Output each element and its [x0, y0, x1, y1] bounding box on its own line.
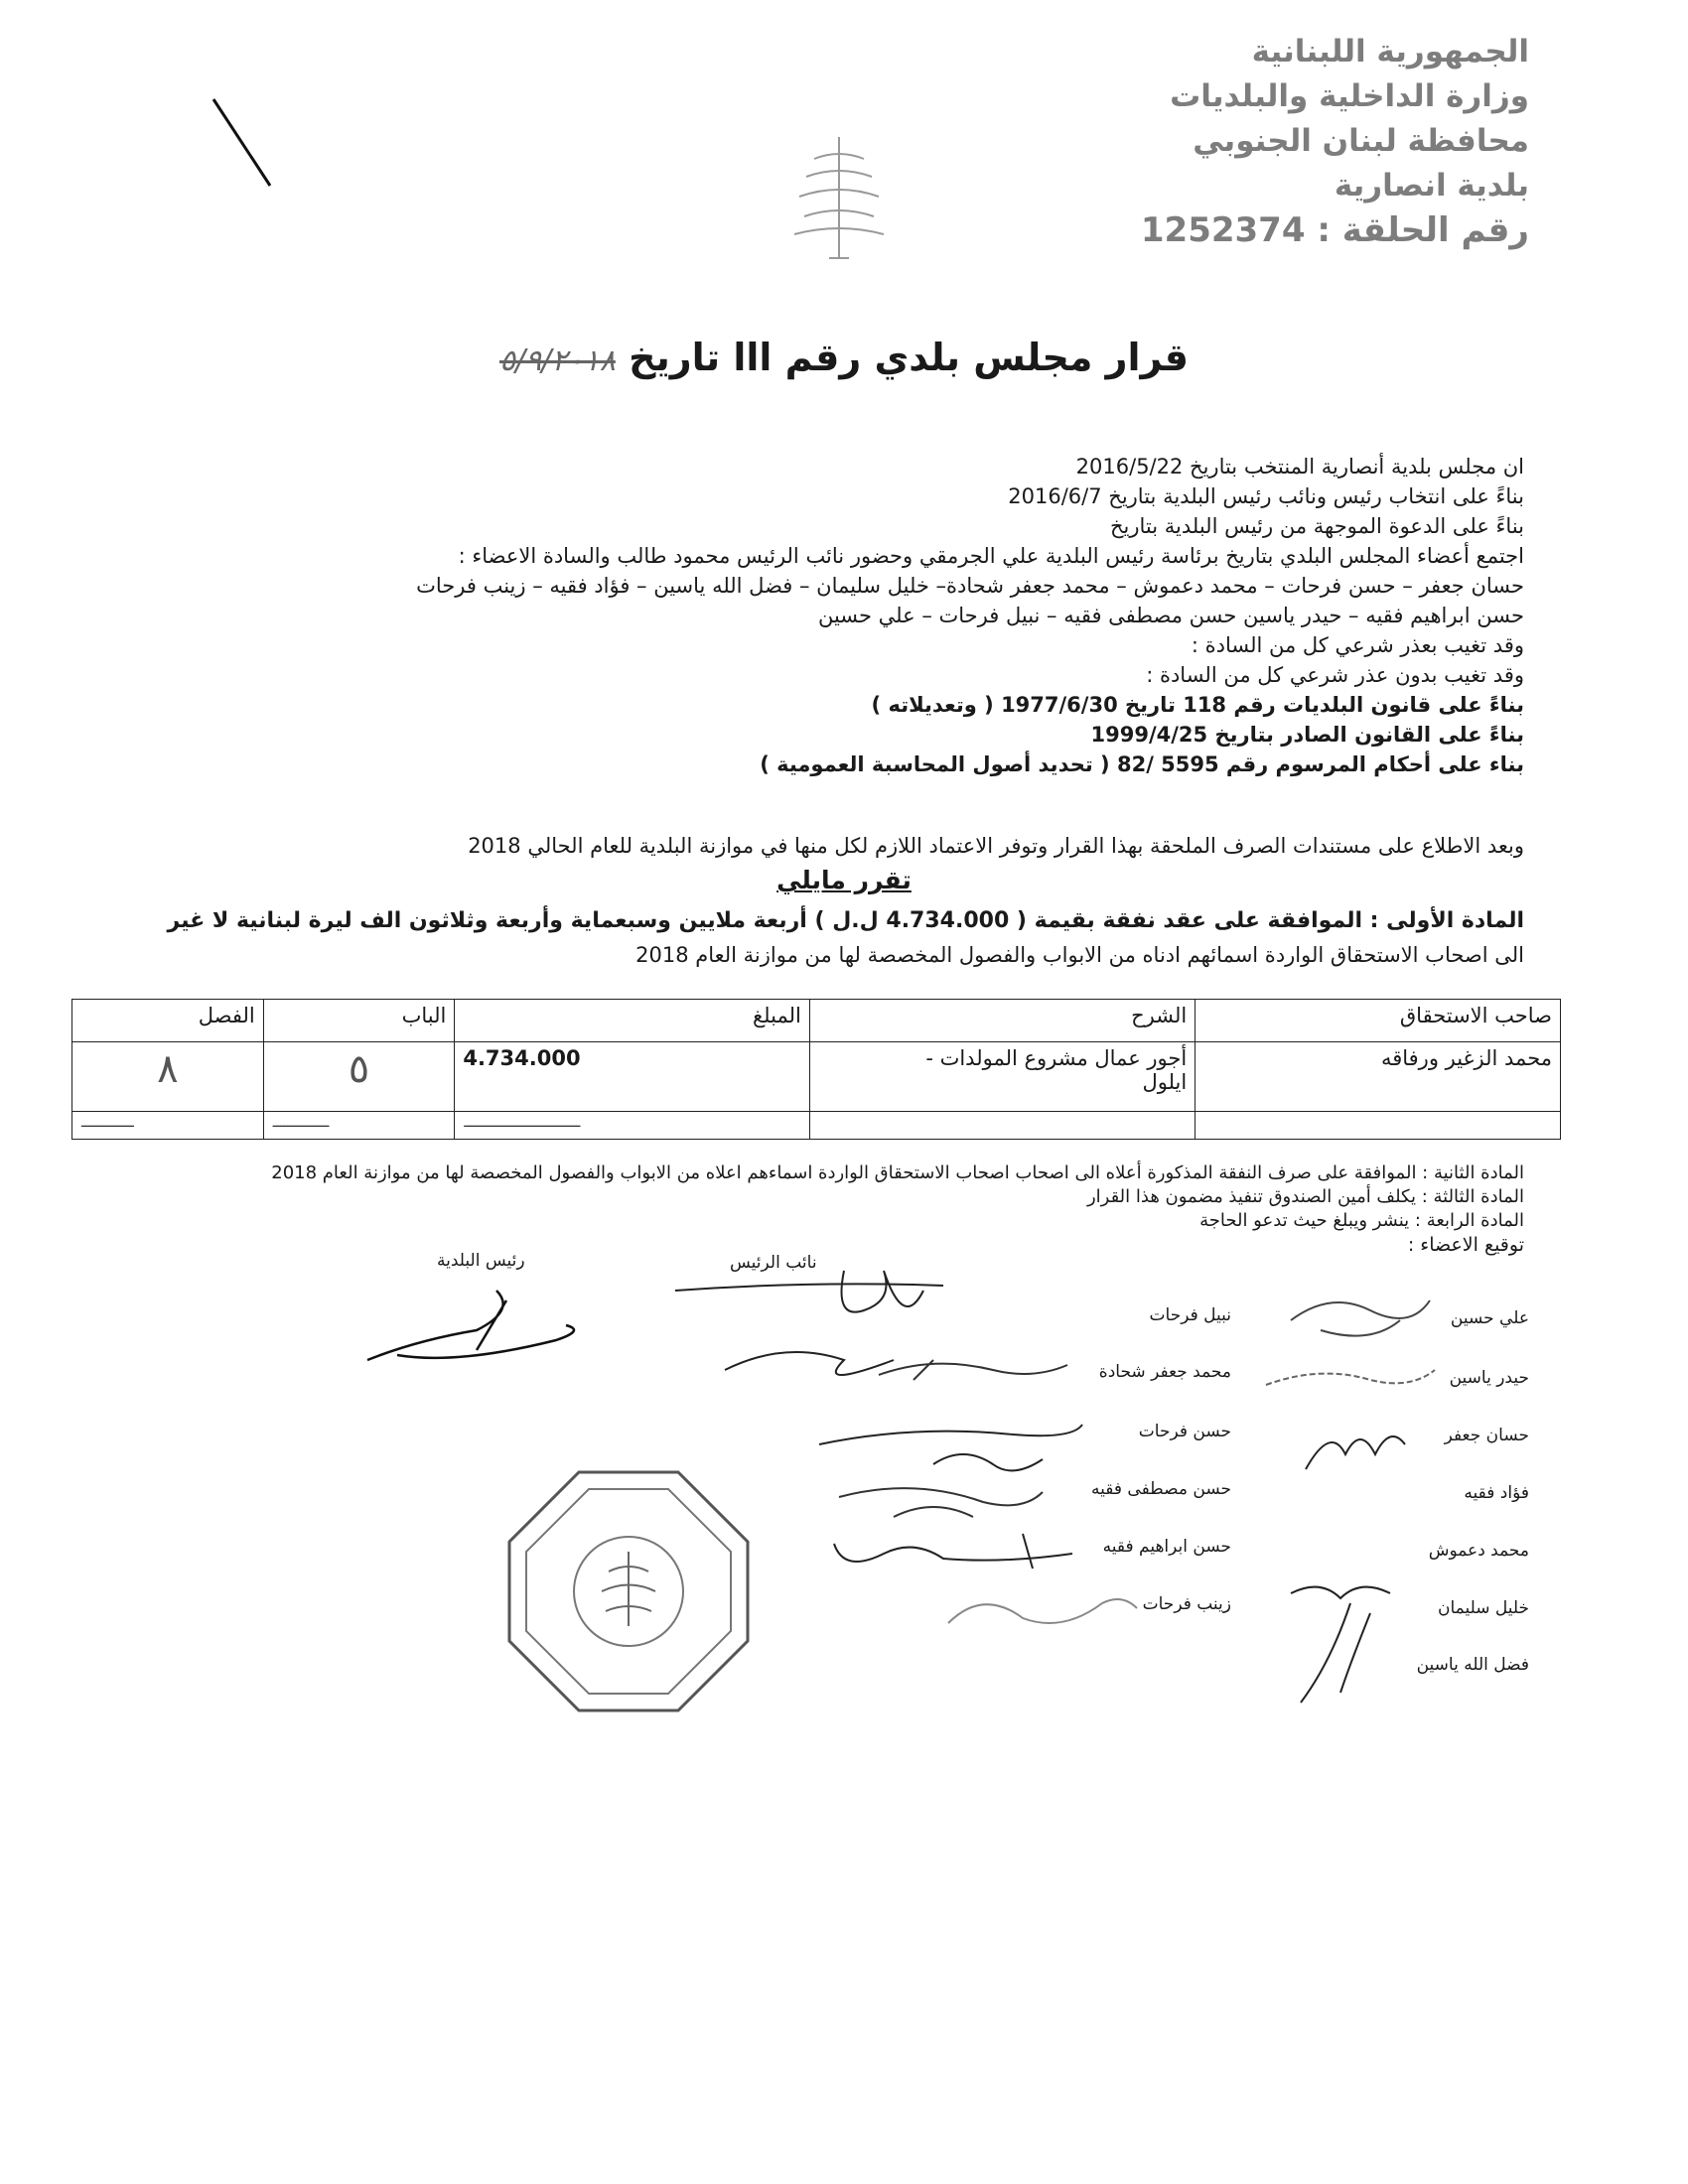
cell-beneficiary: محمد الزغير ورفاقه [1196, 1042, 1561, 1112]
member-name: حسن ابراهيم فقيه [1102, 1537, 1231, 1557]
member-signature [943, 1578, 1142, 1638]
member-signature [1281, 1281, 1440, 1350]
article-one-line1: المادة الأولى : الموافقة على عقد نفقة بقيمة ( 4.734.000 ل.ل ) أربعة ملايين وسبعماية وأربعة وثلاثون الف ليرة لبنانية لا غير [167, 908, 1524, 933]
member-name: حسن مصطفى فقيه [1091, 1479, 1231, 1499]
preamble-line: ان مجلس بلدية أنصارية المنتخب بتاريخ 2016/5/22 [1075, 455, 1524, 478]
member-name: محمد دعموش [1428, 1541, 1529, 1561]
article-three: المادة الثالثة : يكلف أمين الصندوق تنفيذ مضمون هذا القرار [1086, 1186, 1524, 1207]
preamble-line: بناء على أحكام المرسوم رقم 5595 /82 ( تحديد أصول المحاسبة العمومية ) [760, 752, 1524, 776]
cedar-emblem-icon [784, 129, 894, 268]
review-paragraph: وبعد الاطلاع على مستندات الصرف الملحقة بهذا القرار وتوفر الاعتماد اللازم لكل منها في موازنة البلدية للعام الحالي 2018 [468, 834, 1524, 858]
member-name: حسن فرحات [1138, 1422, 1231, 1441]
description-line1: أجور عمال مشروع المولدات - [925, 1046, 1188, 1070]
col-chapter-header: الباب [263, 1000, 455, 1042]
deputy-mayor-label: نائب الرئيس [730, 1253, 817, 1273]
member-name: خليل سليمان [1437, 1598, 1529, 1618]
preamble-line: وقد تغيب بدون عذر شرعي كل من السادة : [1146, 663, 1524, 687]
member-name: محمد جعفر شحادة [1098, 1362, 1231, 1382]
mayor-signature [357, 1271, 596, 1380]
member-signature [1301, 1415, 1410, 1474]
preamble-line: وقد تغيب بعذر شرعي كل من السادة : [1191, 633, 1524, 657]
member-name: فضل الله ياسين [1416, 1655, 1529, 1675]
col-section-header: الفصل [72, 1000, 264, 1042]
header-line-ministry: وزارة الداخلية والبلديات [1170, 78, 1529, 114]
decides-heading: تقرر مايلي [776, 866, 912, 894]
member-name: نبيل فرحات [1149, 1305, 1231, 1325]
member-signature [824, 1524, 1082, 1583]
header-line-municipality: بلدية انصارية [1334, 168, 1529, 204]
preamble-line: بناءً على الدعوة الموجهة من رئيس البلدية بتاريخ [1109, 514, 1524, 538]
table-total-row [72, 1112, 1561, 1140]
preamble-line: حسن ابراهيم فقيه – حيدر ياسين حسن مصطفى فقيه – نبيل فرحات – علي حسين [817, 604, 1524, 627]
preamble-line: بناءً على القانون الصادر بتاريخ 1999/4/25 [1090, 723, 1524, 747]
beneficiary-table [71, 999, 1561, 1140]
cell-chapter: ٥ [263, 1042, 455, 1112]
preamble-line: بناءً على انتخاب رئيس ونائب رئيس البلدية بتاريخ 2016/6/7 [1008, 484, 1524, 508]
member-signature [1281, 1573, 1410, 1712]
cell-amount-dashes: ------------------------------- [455, 1112, 809, 1140]
member-name: زينب فرحات [1142, 1594, 1231, 1614]
document-title [0, 336, 1688, 379]
header-line-republic: الجمهورية اللبنانية [1251, 34, 1529, 69]
member-name: حسان جعفر [1444, 1426, 1529, 1445]
col-beneficiary-header: صاحب الاستحقاق [1196, 1000, 1561, 1042]
cell-description [809, 1042, 1195, 1112]
table-row [72, 1042, 1561, 1112]
cell-amount: 4.734.000 [455, 1042, 809, 1112]
title-handwritten-date: ٥/٩/٢٠١٨ [498, 343, 616, 378]
table-header-row [72, 1000, 1561, 1042]
col-amount-header: المبلغ [455, 1000, 809, 1042]
header-line-registration: رقم الحلقة : 1252374 [1140, 210, 1529, 250]
cell-section-dashes: -------------- [72, 1112, 264, 1140]
title-text: قرار مجلس بلدي رقم ااا تاريخ [629, 336, 1190, 379]
municipal-stamp [504, 1467, 753, 1715]
preamble [134, 452, 1524, 779]
articles-block [5, 1161, 1524, 1257]
member-signature [874, 1345, 1072, 1395]
article-two: المادة الثانية : الموافقة على صرف النفقة المذكورة أعلاه الى اصحاب اصحاب الاستحقاق الواردة اسماءهم اعلاه من الابواب والفصول المخصصة لها من موازنة العام 2018 [271, 1162, 1524, 1183]
cell-section: ٨ [72, 1042, 264, 1112]
mayor-label: رئيس البلدية [437, 1251, 525, 1271]
preamble-line: اجتمع أعضاء المجلس البلدي بتاريخ برئاسة رئيس البلدية علي الجرمقي وحضور نائب الرئيس محمود طالب والسادة الاعضاء : [458, 544, 1524, 568]
description-line2: ايلول [1142, 1070, 1188, 1094]
article-one-line2: الى اصحاب الاستحقاق الواردة اسمائهم ادناه من الابواب والفصول المخصصة لها من موازنة العام 2018 [635, 943, 1524, 967]
member-signature [834, 1467, 1053, 1527]
header-block [1092, 30, 1529, 253]
cell-chapter-dashes: --------------- [263, 1112, 455, 1140]
cell-empty [809, 1112, 1195, 1140]
member-signature [1261, 1360, 1440, 1400]
signatures-heading: توقيع الاعضاء : [1407, 1234, 1524, 1256]
member-name: حيدر ياسين [1449, 1368, 1529, 1388]
preamble-line: بناءً على قانون البلديات رقم 118 تاريخ 1977/6/30 ( وتعديلاته ) [871, 693, 1524, 717]
article-four: المادة الرابعة : ينشر ويبلغ حيث تدعو الحاجة [1199, 1210, 1524, 1231]
header-line-governorate: محافظة لبنان الجنوبي [1193, 123, 1529, 159]
cell-empty [1196, 1112, 1561, 1140]
member-name: علي حسين [1450, 1308, 1529, 1328]
pen-mark [209, 94, 278, 194]
col-description-header: الشرح [809, 1000, 1195, 1042]
preamble-line: حسان جعفر – حسن فرحات – محمد دعموش – محمد جعفر شحادة– خليل سليمان – فضل الله ياسين – فؤاد فقيه – زينب فرحات [416, 574, 1524, 598]
member-name: فؤاد فقيه [1464, 1483, 1529, 1503]
